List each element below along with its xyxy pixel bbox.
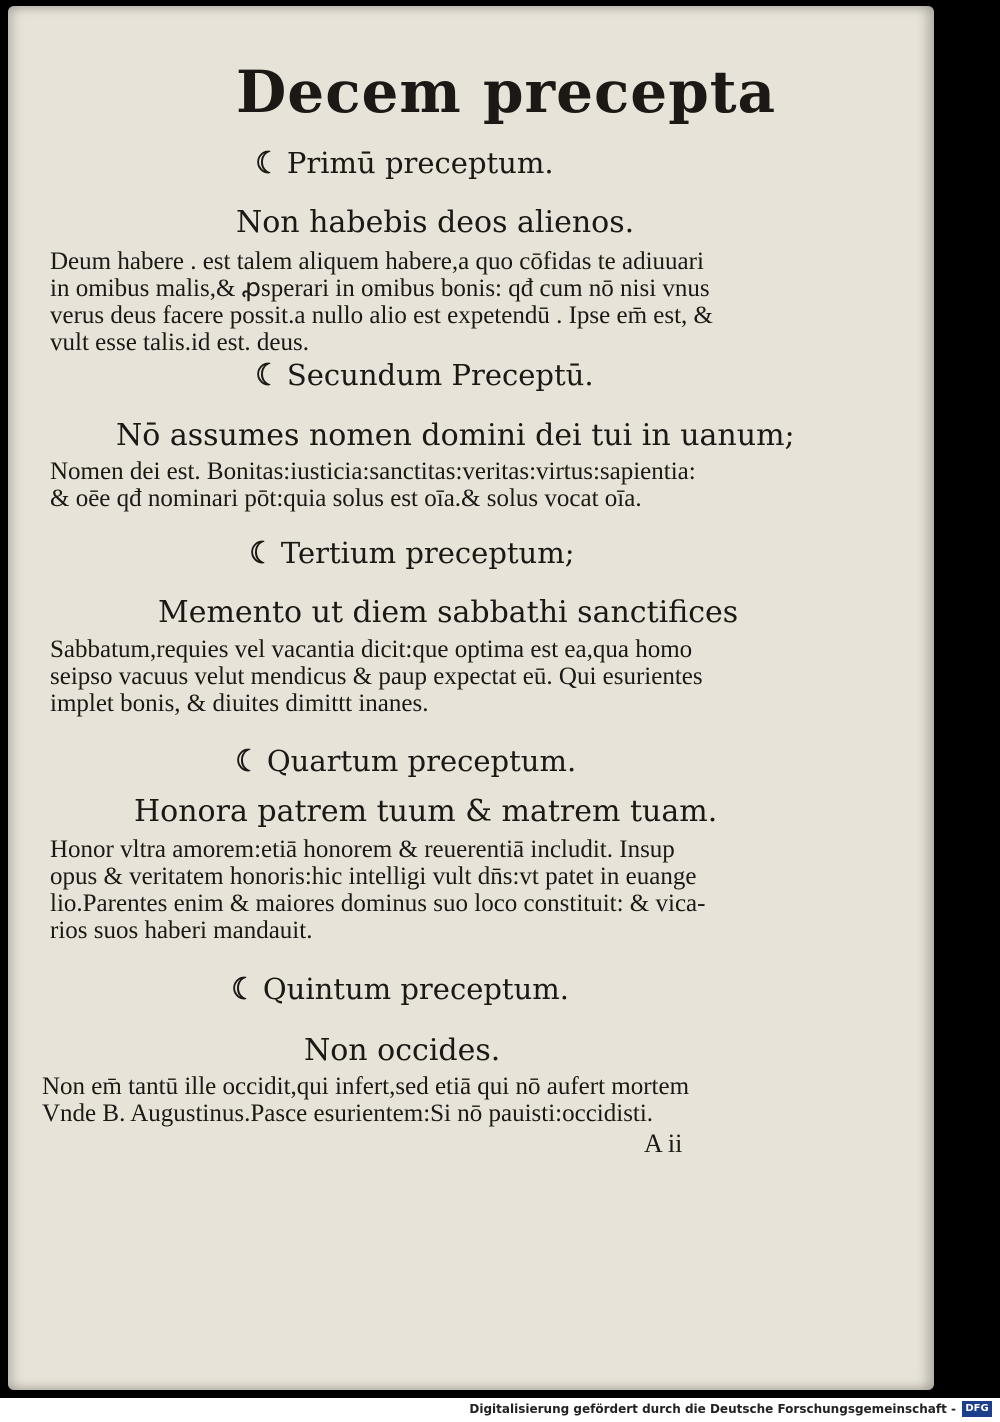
paragraph-mark-icon: ☾: [255, 358, 280, 393]
funding-credit: Digitalisierung gefördert durch die Deutsche Forschungsgemeinschaft -: [469, 1402, 956, 1416]
text-line: in omibus malis,& ꝓsperari in omibus bonis: qđ cum nō nisi vnus: [50, 275, 710, 302]
commandment-1: Non habebis deos alienos.: [236, 205, 635, 240]
heading-text: Quintum preceptum.: [262, 972, 569, 1006]
heading-text: Quartum preceptum.: [266, 744, 577, 778]
text-line: rios suos haberi mandauit.: [50, 917, 313, 944]
text-line: lio.Parentes enim & maiores dominus suo loco constituit: & vica-: [50, 890, 706, 917]
paragraph-mark-icon: ☾: [235, 744, 260, 779]
text-line: Nomen dei est. Bonitas:iusticia:sanctitas:veritas:virtus:sapientia:: [50, 458, 696, 485]
text-line: Vnde B. Augustinus.Pasce esurientem:Si nō pauisti:occidisti.: [42, 1100, 654, 1127]
section-heading-3: [248, 536, 575, 571]
section-heading-1: [254, 146, 554, 181]
text-line: & oēe qđ nominari pōt:quia solus est oīa.& solus vocat oīa.: [50, 485, 642, 512]
section-heading-2: [254, 358, 594, 393]
signature-mark: A ii: [644, 1129, 683, 1158]
text-line: Honor vltra amorem:etiā honorem & reuerentiā includit. Insup: [50, 836, 675, 863]
text-line: implet bonis, & diuites dimittt inanes.: [50, 690, 429, 717]
paragraph-mark-icon: ☾: [255, 146, 280, 181]
text-line: Non em̄ tantū ille occidit,qui infert,sed etiā qui nō aufert mortem: [42, 1073, 690, 1100]
commandment-2: Nō assumes nomen domini dei tui in uanum;: [116, 418, 795, 453]
heading-text: Secundum Preceptū.: [286, 358, 594, 392]
commandment-3: Memento ut diem sabbathi sanctifices: [158, 595, 739, 630]
book-page: [8, 6, 934, 1390]
text-line: Deum habere . est talem aliquem habere,a quo cōfidas te adiuuari: [50, 248, 704, 275]
heading-text: Tertium preceptum;: [280, 536, 575, 570]
text-line: verus deus facere possit.a nullo alio est expetendū . Ipse em̄ est, &: [50, 302, 714, 329]
text-line: vult esse talis.id est. deus.: [50, 329, 309, 356]
text-line: opus & veritatem honoris:hic intelligi vult dn̄s:vt patet in euange: [50, 863, 697, 890]
section-heading-4: [234, 744, 576, 779]
section-heading-5: [230, 972, 569, 1007]
text-line: Sabbatum,requies vel vacantia dicit:que optima est ea,qua homo: [50, 636, 693, 663]
text-line: seipso vacuus velut mendicus & paup expectat eū. Qui esurientes: [50, 663, 703, 690]
paragraph-mark-icon: ☾: [231, 972, 256, 1007]
commandment-4: Honora patrem tuum & matrem tuam.: [134, 794, 718, 829]
dfg-logo-icon: DFG: [962, 1401, 992, 1417]
page-title: Decem precepta: [236, 58, 777, 126]
heading-text: Primū preceptum.: [286, 146, 554, 180]
paragraph-mark-icon: ☾: [249, 536, 274, 571]
commandment-5: Non occides.: [304, 1033, 501, 1068]
footer-bar: [0, 1398, 1000, 1422]
